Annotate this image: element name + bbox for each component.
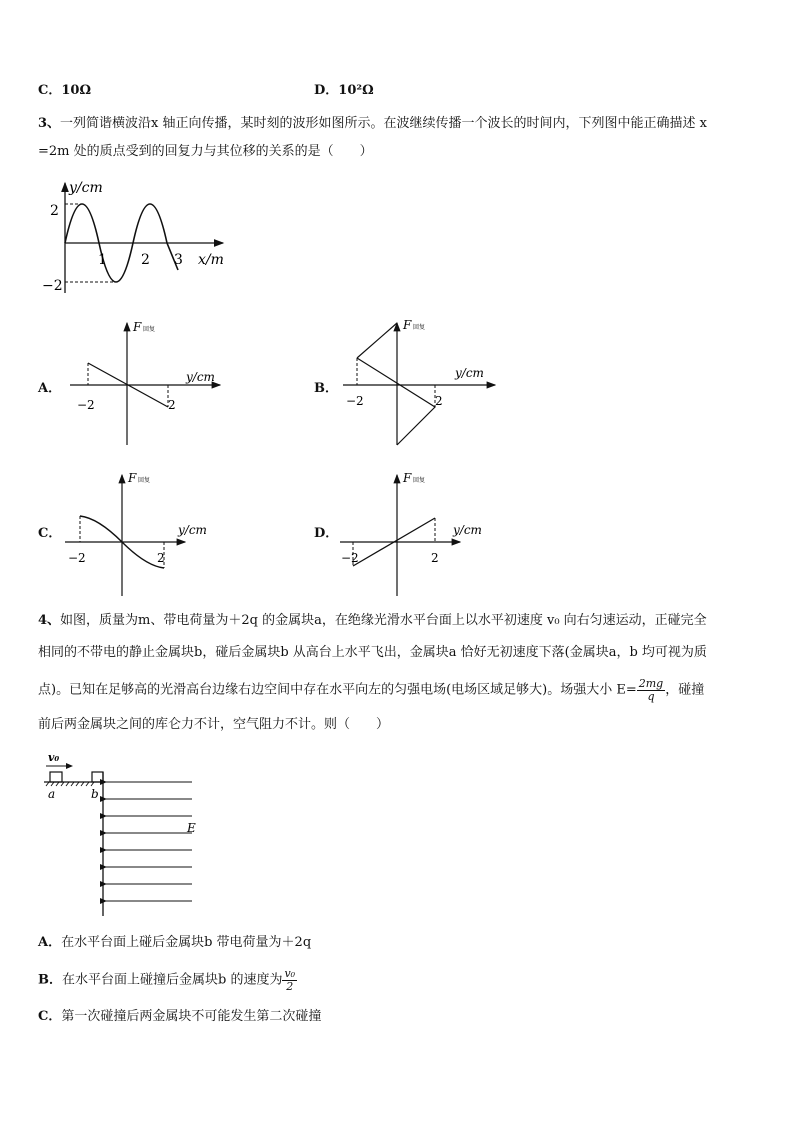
option-b-fraction [282, 968, 297, 993]
q4-text-line1: 如图，质量为m、带电荷量为＋2q 的金属块a，在绝缘光滑水平台面上以水平初速度 v₀ 向右匀速运动，正碰完全 [60, 613, 707, 628]
wave-y-label: y/cm [69, 180, 103, 196]
c-f-symbol: F [128, 471, 137, 485]
q3-option-c-graph[interactable] [60, 470, 230, 600]
field-frac-den: q [647, 690, 655, 703]
v0-label: v₀ [48, 751, 60, 764]
q4-text-line3: 点)。已知在足够高的光滑高台边缘右边空间中存在水平向左的匀强电场(电场区域足够大)。场强大小 E= [38, 682, 637, 698]
q4-option-c-text: 第一次碰撞后两金属块不可能发生第二次碰撞 [61, 1009, 322, 1024]
q3-option-a-graph[interactable] [60, 315, 230, 450]
q3-option-c-letter[interactable]: C． [38, 526, 62, 541]
c-tick-left: −2 [68, 551, 86, 565]
q3-text-line1: 一列简谐横波沿x 轴正向传播，某时刻的波形如图所示。在波继续传播一个波长的时间内，下列图中能正确描述 x [60, 116, 707, 131]
prev-option-c-letter: C． [38, 83, 62, 98]
q4-option-b-letter: B． [38, 972, 62, 988]
q4-stem-line2: 相同的不带电的静止金属块b，碰后金属块b 从高台上水平飞出，金属块a 恰好无初速度下落(金属块a，b 均可视为质 [38, 645, 707, 660]
q3-option-d-graph[interactable] [335, 470, 505, 600]
b-label: b [91, 787, 99, 801]
q4-number: 4、 [38, 613, 61, 628]
b-tick-left: −2 [346, 394, 364, 408]
q4-option-b[interactable] [38, 968, 297, 998]
q4-option-b-text: 在水平台面上碰撞后金属块b 的速度为 [62, 972, 283, 988]
a-label: a [48, 787, 56, 801]
c-f-sub: 回复 [138, 477, 151, 484]
d-tick-left: −2 [341, 551, 359, 565]
q4-option-c[interactable] [38, 1008, 321, 1026]
d-f-sub: 回复 [413, 477, 426, 484]
block-b [92, 772, 103, 782]
wave-x-tick-1: 1 [98, 252, 107, 268]
wave-x-label: x/m [198, 252, 224, 268]
wave-graph [40, 175, 240, 300]
field-frac-num: 2mg [638, 677, 664, 690]
prev-option-c-value: 10Ω [61, 83, 92, 98]
wave-ymin-tick: −2 [42, 278, 63, 294]
q4-stem-line1 [38, 612, 707, 630]
q4-option-c-letter: C． [38, 1009, 62, 1024]
b-lines [357, 323, 435, 445]
a-f-symbol: F [133, 320, 142, 334]
prev-option-c [38, 82, 91, 100]
q3-number: 3、 [38, 116, 61, 131]
q4-field-diagram [42, 750, 202, 920]
a-axis-label: y/cm [186, 370, 215, 384]
q3-option-b-graph[interactable] [335, 315, 505, 450]
b-tick-right: 2 [435, 394, 443, 408]
q3-option-a-letter[interactable]: A． [38, 381, 62, 396]
q4-stem-line3 [38, 678, 704, 708]
a-tick-right: 2 [168, 398, 176, 412]
q4-text-line3-end: ，碰撞 [665, 682, 705, 698]
q3-option-d-letter[interactable]: D． [314, 526, 339, 541]
e-label: E [187, 821, 196, 835]
q3-stem-line1 [38, 115, 707, 133]
field-lines [106, 782, 192, 901]
c-axis-label: y/cm [178, 523, 207, 537]
a-f-sub: 回复 [143, 326, 156, 333]
wave-x-tick-3: 3 [174, 252, 183, 268]
field-fraction [637, 678, 665, 703]
b-f-symbol: F [403, 318, 412, 332]
b-axis-label: y/cm [455, 366, 484, 380]
option-b-frac-num: v₀ [284, 967, 296, 980]
q4-option-a-letter: A． [38, 935, 62, 950]
prev-option-d-letter: D． [314, 83, 339, 98]
wave-ymax-tick: 2 [50, 203, 59, 219]
q4-stem-line4: 前后两金属块之间的库仑力不计，空气阻力不计。则（ ） [38, 717, 390, 732]
wave-x-tick-2: 2 [141, 252, 150, 268]
q4-option-a[interactable] [38, 934, 311, 952]
d-f-symbol: F [403, 471, 412, 485]
option-b-frac-den: 2 [286, 980, 294, 993]
q4-option-a-text: 在水平台面上碰后金属块b 带电荷量为＋2q [61, 935, 312, 950]
c-tick-right: 2 [157, 551, 165, 565]
q3-stem-line2: =2m 处的质点受到的回复力与其位移的关系的是（ ） [38, 144, 373, 159]
prev-option-d-value: 10²Ω [338, 83, 374, 98]
prev-option-d [314, 82, 374, 100]
block-a [50, 772, 62, 782]
d-axis-label: y/cm [453, 523, 482, 537]
q3-option-b-letter[interactable]: B． [314, 381, 338, 396]
b-f-sub: 回复 [413, 324, 426, 331]
d-tick-right: 2 [431, 551, 439, 565]
a-tick-left: −2 [77, 398, 95, 412]
